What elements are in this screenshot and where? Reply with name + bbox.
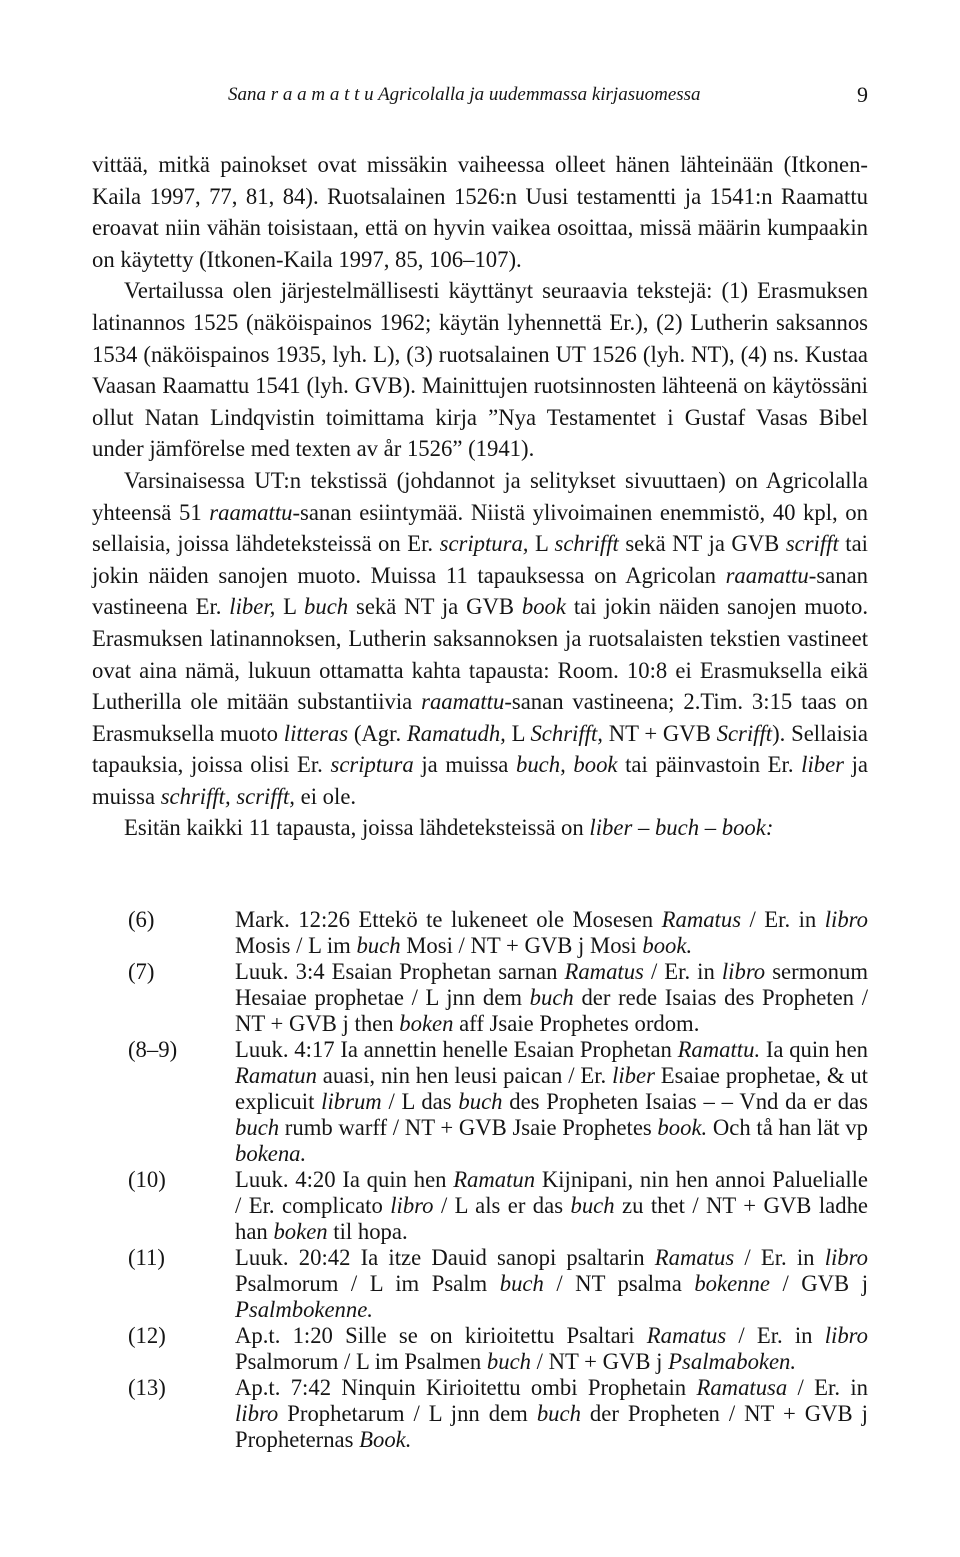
- text-run: / Er. in: [734, 1245, 825, 1270]
- italic-text: buch: [458, 1089, 503, 1114]
- text-run: / L als er das: [433, 1193, 571, 1218]
- italic-text: buch: [570, 1193, 615, 1218]
- example-number: (13): [128, 1375, 166, 1400]
- example-text: [235, 1323, 868, 1375]
- italic-text: bokenne: [694, 1271, 770, 1296]
- text-run: Och tå han lät vp: [707, 1115, 868, 1140]
- text-run: L: [528, 531, 555, 557]
- example-number: (10): [128, 1167, 166, 1192]
- text-run: Ap.t. 7:42 Ninquin Kirioitettu ombi Prophetain: [235, 1375, 697, 1400]
- italic-text: Ramatus: [654, 1245, 735, 1270]
- italic-text: buch, book: [515, 752, 618, 778]
- text-run: auasi, nin hen leusi paican / Er.: [316, 1063, 613, 1088]
- text-run: til hopa.: [327, 1219, 408, 1244]
- text-run: Ap.t. 1:20 Sille se on kirioitettu Psaltari: [235, 1323, 647, 1348]
- italic-text: libro: [824, 907, 868, 932]
- example-number: (6): [128, 907, 155, 932]
- example-item: [92, 959, 868, 1037]
- text-run: sekä NT ja GVB: [348, 594, 522, 620]
- text-run: Ia quin hen: [760, 1037, 868, 1062]
- italic-text: Book.: [359, 1427, 412, 1452]
- example-text: [235, 1245, 868, 1323]
- example-text: [235, 1037, 868, 1167]
- paragraph: [92, 149, 868, 275]
- italic-text: bokena.: [235, 1141, 307, 1166]
- text-run: Prophetarum / L jnn dem: [278, 1401, 537, 1426]
- italic-text: boken: [273, 1219, 328, 1244]
- text-run: rumb warff / NT + GVB Jsaie Prophetes: [279, 1115, 658, 1140]
- text-run: Luuk. 4:17 Ia annettin henelle Esaian Prophetan: [235, 1037, 678, 1062]
- text-run: Psalmorum / L im Psalmen: [235, 1349, 487, 1374]
- example-text: [235, 907, 868, 959]
- italic-text: litteras: [283, 720, 349, 746]
- italic-text: Psalmaboken.: [668, 1349, 797, 1374]
- text-run: L: [275, 594, 305, 620]
- example-item: [92, 1323, 868, 1375]
- text-run: vittää, mitkä painokset ovat missäkin vaiheessa olleet hänen lähteinään (Itkonen-Kaila 1997, 77, 81, 84). Ruotsalainen 1526:n Uusi testamentti ja 1541:n Raamattu eroavat niin vähän toisistaan, että on hyvin vaikea osoittaa, missä määrin kumpaakin on käytetty (Itkonen-Kaila 1997, 85, 106–107).: [92, 152, 868, 272]
- text-run: / L das: [381, 1089, 459, 1114]
- text-run: -sanan vastineena; 2.Tim. 3:15 taas on Erasmuksella muoto: [92, 689, 868, 746]
- text-run: ). Sellaisia tapauksia, joissa olisi Er.: [92, 720, 868, 778]
- text-run: Mosis / L im: [235, 933, 357, 958]
- body-text: [92, 149, 868, 844]
- italic-text: raamattu: [421, 689, 505, 715]
- example-item: [92, 1245, 868, 1323]
- text-run: der Propheten / NT + GVB j Propheternas: [235, 1401, 868, 1452]
- running-title: Sana r a a m a t t u Agricolalla ja uudemmassa kirjasuomessa: [228, 84, 701, 105]
- italic-text: libro: [721, 959, 766, 984]
- italic-text: Psalmbokenne.: [235, 1297, 373, 1322]
- italic-text: Ramattu.: [677, 1037, 761, 1062]
- italic-text: libro: [824, 1245, 868, 1270]
- example-number: (11): [128, 1245, 165, 1270]
- text-run: Vertailussa olen järjestelmällisesti käyttänyt seuraavia tekstejä: (1) Erasmuksen latinannos 1525 (näköispainos 1962; käytän lyhennettä Er.), (2) Lutherin saksannos 1534 (näköispainos 1935, lyh. L), (3) ruotsalainen UT 1526 (lyh. NT), (4) ns. Kustaa Vaasan Raamattu 1541 (lyh. GVB). Mainittujen ruotsinnosten lähteenä on käytössäni ollut Natan Lindqvistin toimittama kirja ”Nya Testamentet i Gustaf Vasas Bibel under jämförelse med texten av år 1526” (1941).: [92, 278, 868, 462]
- text-run: (Agr.: [348, 720, 407, 746]
- italic-text: liber: [612, 1063, 655, 1088]
- example-text: [235, 1375, 868, 1453]
- text-run: Esaiae prophetae, & ut explicuit: [235, 1063, 868, 1114]
- text-run: Psalmorum / L im Psalm: [235, 1271, 500, 1296]
- text-run: / Er. in: [787, 1375, 868, 1400]
- text-run: / Er. in: [643, 959, 722, 984]
- text-run: tai jokin näiden sanojen muoto. Muissa 11 tapauksessa on Agricolan: [92, 531, 868, 588]
- italic-text: Ramatusa: [696, 1375, 788, 1400]
- italic-text: raamattu: [209, 499, 293, 525]
- italic-text: book.: [642, 933, 693, 958]
- italic-text: buch: [356, 933, 401, 958]
- text-run: ja muissa: [413, 752, 516, 778]
- italic-text: liber,: [229, 594, 276, 620]
- text-run: / NT psalma: [543, 1271, 695, 1296]
- example-number: (12): [128, 1323, 166, 1348]
- italic-text: scriptura,: [439, 531, 529, 557]
- text-run: Luuk. 20:42 Ia itze Dauid sanopi psaltarin: [235, 1245, 655, 1270]
- text-run: tai päinvastoin Er.: [617, 752, 802, 778]
- italic-text: book.: [657, 1115, 708, 1140]
- text-run: L: [505, 720, 531, 746]
- italic-text: raamattu: [725, 562, 809, 588]
- text-run: tai jokin näiden sanojen muoto. Erasmuksen latinannoksen, Lutherin saksannoksen ja ruotsalaisten tekstien vastineet ovat aina nämä, lukuun ottamatta kahta tapausta: Room. 10:8 ei Erasmuksella eikä Lutherilla ole mitään substantiivia: [92, 594, 868, 715]
- example-text: [235, 1167, 868, 1245]
- example-item: [92, 1167, 868, 1245]
- text-run: sermonum Hesaiae prophetae / L jnn dem: [235, 959, 868, 1010]
- text-run: / Er. in: [741, 907, 825, 932]
- text-run: ei ole.: [294, 783, 357, 809]
- page-header: [92, 84, 868, 114]
- example-item: [92, 1037, 868, 1167]
- text-run: Varsinaisessa UT:n tekstissä (johdannot ja selitykset sivuuttaen) on Agricolalla yhteensä 51: [92, 467, 868, 525]
- paragraph: [92, 275, 868, 465]
- text-run: Kijnipani, nin hen annoi Paluelialle / Er. complicato: [235, 1167, 868, 1218]
- text-run: des Propheten Isaias – – Vnd da er das: [502, 1089, 869, 1114]
- italic-text: scrifft: [785, 531, 839, 557]
- text-run: / Er. in: [726, 1323, 825, 1348]
- italic-text: schrifft: [554, 531, 619, 557]
- italic-text: Scrifft: [716, 720, 773, 746]
- example-list: [92, 907, 868, 1453]
- text-run: Mark. 12:26 Ettekö te lukeneet ole Mosesen: [235, 907, 662, 932]
- italic-text: schrifft, scrifft,: [160, 783, 295, 809]
- example-item: [92, 907, 868, 959]
- italic-text: Ramatus: [646, 1323, 727, 1348]
- italic-text: librum: [321, 1089, 382, 1114]
- italic-text: buch: [536, 1401, 581, 1426]
- text-run: -sanan vastineena Er.: [92, 562, 868, 620]
- text-run: NT + GVB: [602, 720, 717, 746]
- italic-text: buch: [486, 1349, 531, 1374]
- example-item: [92, 1375, 868, 1453]
- italic-text: Ramatun: [235, 1063, 317, 1088]
- italic-text: buch: [499, 1271, 544, 1296]
- text-run: / GVB j: [769, 1271, 868, 1296]
- example-number: (7): [128, 959, 155, 984]
- italic-text: buch: [529, 985, 574, 1010]
- text-run: / NT + GVB j: [530, 1349, 669, 1374]
- text-run: ja muissa: [92, 752, 869, 809]
- italic-text: Ramatus: [661, 907, 742, 932]
- text-run: Esitän kaikki 11 tapausta, joissa lähdeteksteissä on: [124, 815, 590, 841]
- italic-text: boken: [399, 1011, 454, 1036]
- text-run: der rede Isaias des Propheten / NT + GVB j then: [235, 985, 869, 1036]
- italic-text: liber – buch – book:: [589, 815, 774, 841]
- text-run: sekä NT ja GVB: [618, 531, 786, 557]
- paragraph: [92, 812, 868, 844]
- italic-text: libro: [824, 1323, 868, 1348]
- italic-text: liber: [801, 752, 844, 778]
- italic-text: Schrifft,: [530, 720, 603, 746]
- italic-text: Ramatudh,: [406, 720, 506, 746]
- italic-text: Ramatun: [453, 1167, 536, 1192]
- example-text: [235, 959, 868, 1037]
- italic-text: Ramatus: [564, 959, 644, 984]
- example-number: (8–9): [128, 1037, 178, 1062]
- text-run: zu thet / NT + GVB ladhe han: [235, 1193, 868, 1244]
- italic-text: libro: [390, 1193, 434, 1218]
- page-number: 9: [857, 82, 868, 107]
- text-run: -sanan esiintymää. Niistä ylivoimainen enemmistö, 40 kpl, on sellaisia, joissa lähdeteksteissä on Er.: [92, 499, 868, 557]
- paragraph: [92, 465, 868, 813]
- text-run: Mosi / NT + GVB j Mosi: [400, 933, 643, 958]
- text-run: aff Jsaie Prophetes ordom.: [453, 1011, 700, 1036]
- italic-text: libro: [235, 1401, 279, 1426]
- text-run: Luuk. 3:4 Esaian Prophetan sarnan: [235, 959, 565, 984]
- italic-text: buch: [235, 1115, 280, 1140]
- italic-text: buch: [304, 594, 349, 620]
- italic-text: book: [521, 594, 566, 620]
- text-run: Luuk. 4:20 Ia quin hen: [235, 1167, 454, 1192]
- italic-text: scriptura: [330, 752, 414, 778]
